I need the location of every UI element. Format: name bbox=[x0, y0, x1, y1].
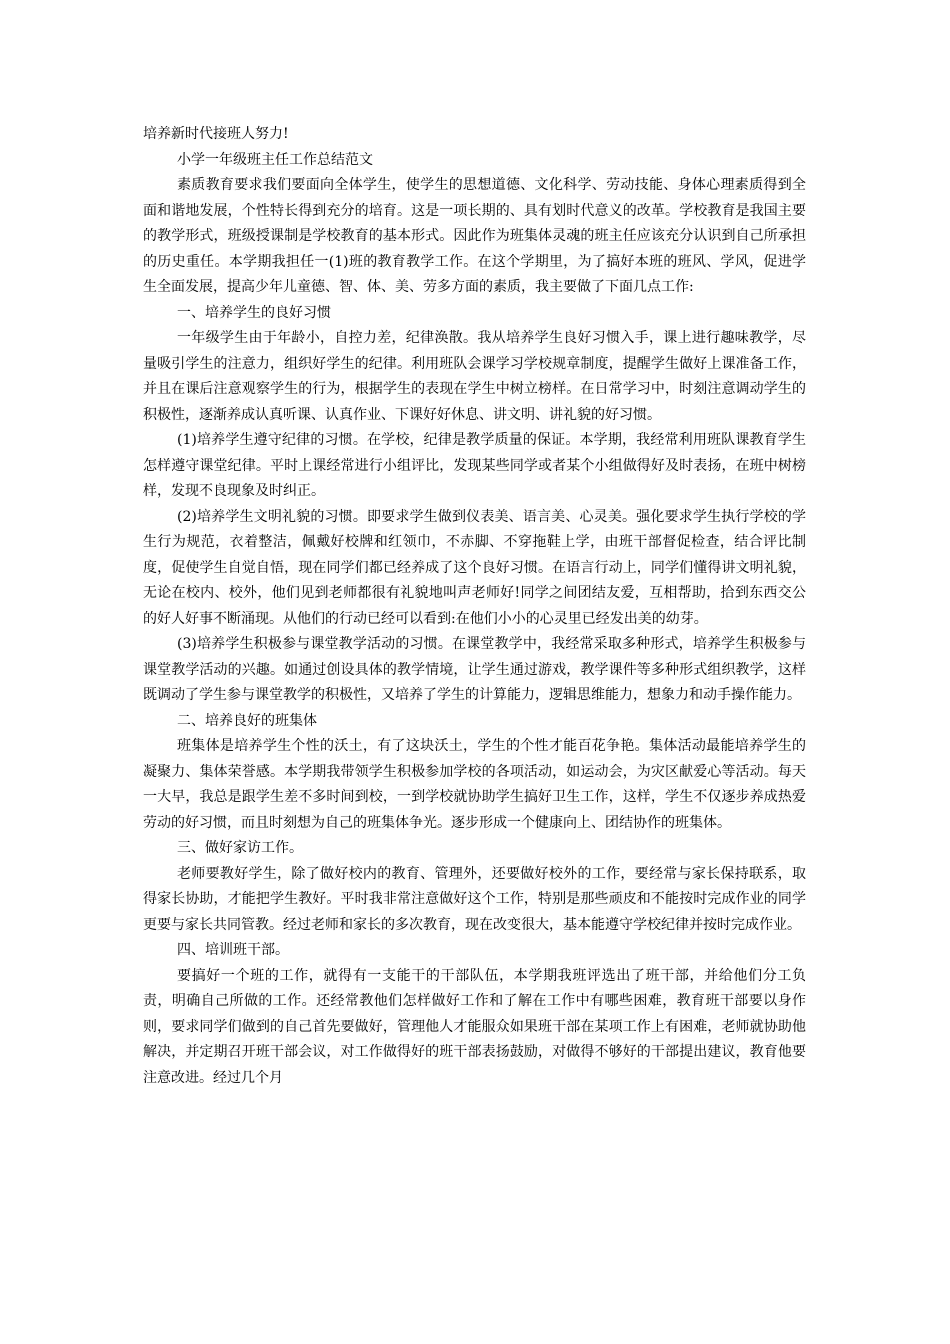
section-heading-2: 二、培养良好的班集体 bbox=[177, 712, 317, 729]
body-paragraph: 要搞好一个班的工作，就得有一支能干的干部队伍，本学期我班评选出了班干部，并给他们分工负责，明确自己所做的工作。还经常教他们怎样做好工作和了解在工作中有哪些困难，教育班干部要以身作则，要求同学们做到的自己首先要做好，管理他人才能服众如果班干部在某项工作上有困难，老师就协助他解决，并定期召开班干部会议，对工作做得好的班干部表扬鼓励，对做得不够好的干部提出建议，教育他要注意改进。经过几个月 bbox=[143, 967, 806, 1086]
document-page bbox=[143, 122, 806, 1091]
intro-paragraph: 素质教育要求我们要面向全体学生，使学生的思想道德、文化科学、劳动技能、身体心理素质得到全面和谐地发展，个性特长得到充分的培育。这是一项长期的、具有划时代意义的改革。学校教育是我国主要的教学形式，班级授课制是学校教育的基本形式。因此作为班集体灵魂的班主任应该充分认识到自己所承担的历史重任。本学期我担任一(1)班的教育教学工作。在这个学期里，为了搞好本班的班风、学风，促进学生全面发展，提高少年儿童德、智、体、美、劳多方面的素质，我主要做了下面几点工作: bbox=[143, 177, 806, 295]
body-paragraph: 班集体是培养学生个性的沃土，有了这块沃土，学生的个性才能百花争艳。集体活动最能培养学生的凝聚力、集体荣誉感。本学期我带领学生积极参加学校的各项活动，如运动会，为灾区献爱心等活动。每天一大早，我总是跟学生差不多时间到校，一到学校就协助学生搞好卫生工作，这样，学生不仅逐步养成热爱劳动的好习惯，而且时刻想为自己的班集体争光。逐步形成一个健康向上、团结协作的班集体。 bbox=[143, 738, 806, 831]
opening-line: 培养新时代接班人努力! bbox=[143, 126, 289, 142]
section-heading-1: 一、培养学生的良好习惯 bbox=[177, 304, 331, 321]
body-paragraph: (1)培养学生遵守纪律的习惯。在学校，纪律是教学质量的保证。本学期，我经常利用班队课教育学生怎样遵守课堂纪律。平时上课经常进行小组评比，发现某些同学或者某个小组做得好及时表扬，在班中树榜样，发现不良现象及时纠正。 bbox=[143, 432, 806, 499]
body-paragraph: 老师要教好学生，除了做好校内的教育、管理外，还要做好校外的工作，要经常与家长保持联系，取得家长协助，才能把学生教好。平时我非常注意做好这个工作，特别是那些顽皮和不能按时完成作业的同学更要与家长共同管教。经过老师和家长的多次教育，现在改变很大，基本能遵守学校纪律并按时完成作业。 bbox=[143, 865, 806, 933]
body-paragraph: (3)培养学生积极参与课堂教学活动的习惯。在课堂教学中，我经常采取多种形式，培养学生积极参与课堂教学活动的兴趣。如通过创设具体的教学情境，让学生通过游戏，教学课件等多种形式组织教学，这样既调动了学生参与课堂教学的积极性，又培养了学生的计算能力，逻辑思维能力，想象力和动手操作能力。 bbox=[143, 636, 806, 703]
document-title: 小学一年级班主任工作总结范文 bbox=[177, 151, 373, 168]
body-paragraph: (2)培养学生文明礼貌的习惯。即要求学生做到仪表美、语言美、心灵美。强化要求学生执行学校的学生行为规范，衣着整洁，佩戴好校牌和红领巾，不赤脚、不穿拖鞋上学，由班干部督促检查，结合评比制度，促使学生自觉自悟，现在同学们都已经养成了这个良好习惯。在语言行动上，同学们懂得讲文明礼貌，无论在校内、校外，他们见到老师都很有礼貌地叫声老师好!同学之间团结友爱，互相帮助，拾到东西交公的好人好事不断涌现。从他们的行动已经可以看到:在他们小小的心灵里已经发出美的幼芽。 bbox=[143, 508, 806, 627]
section-heading-3: 三、做好家访工作。 bbox=[177, 840, 303, 856]
section-heading-4: 四、培训班干部。 bbox=[177, 942, 289, 958]
body-paragraph: 一年级学生由于年龄小，自控力差，纪律涣散。我从培养学生良好习惯入手，课上进行趣味教学，尽量吸引学生的注意力，组织好学生的纪律。利用班队会课学习学校规章制度，提醒学生做好上课准备工作，并且在课后注意观察学生的行为，根据学生的表现在学生中树立榜样。在日常学习中，时刻注意调动学生的积极性，逐渐养成认真听课、认真作业、下课好好休息、讲文明、讲礼貌的好习惯。 bbox=[143, 330, 806, 423]
